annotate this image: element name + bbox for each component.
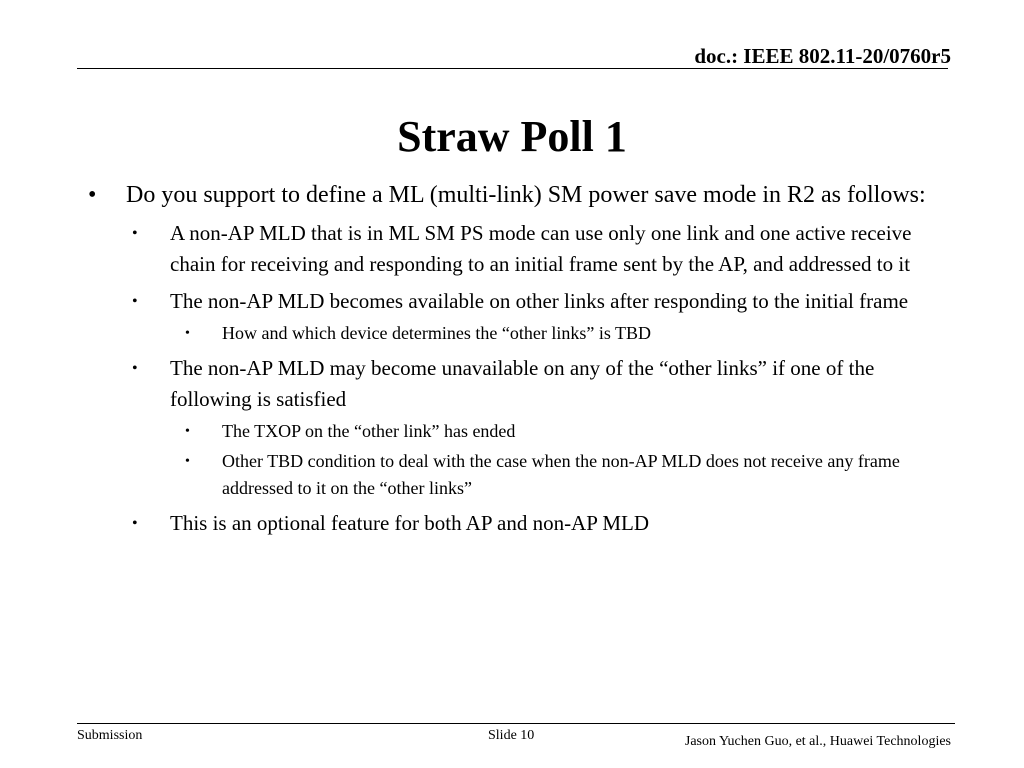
- bullet-level-2: [88, 218, 948, 280]
- bullet-dot-icon: •: [185, 454, 190, 469]
- bullet-dot-icon: •: [132, 515, 138, 532]
- bullet-text: Do you support to define a ML (multi-link) SM power save mode in R2 as follows:: [126, 182, 926, 208]
- bullet-level-3: [88, 320, 948, 347]
- bullet-text: Other TBD condition to deal with the case when the non-AP MLD does not receive any frame addressed to it on the “other links”: [222, 451, 900, 498]
- bullet-text: The non-AP MLD may become unavailable on any of the “other links” if one of the following is satisfied: [170, 356, 875, 411]
- bullet-dot-icon: •: [185, 326, 190, 341]
- document-id: doc.: IEEE 802.11-20/0760r5: [694, 44, 951, 68]
- bullet-dot-icon: •: [132, 293, 138, 310]
- bullet-dot-icon: •: [132, 360, 138, 377]
- bullet-text: How and which device determines the “other links” is TBD: [222, 323, 652, 343]
- slide-title: Straw Poll 1: [397, 112, 627, 161]
- footer-divider: [77, 723, 955, 724]
- footer-authors: Jason Yuchen Guo, et al., Huawei Technologies: [684, 734, 951, 749]
- bullet-dot-icon: •: [132, 225, 138, 242]
- bullet-level-1: [88, 178, 948, 212]
- bullet-dot-icon: •: [185, 424, 190, 439]
- header-divider: [77, 68, 948, 69]
- bullet-level-2: [88, 508, 948, 539]
- bullet-text: The non-AP MLD becomes available on other links after responding to the initial frame: [170, 289, 909, 313]
- footer-slide-number: Slide 10: [488, 728, 535, 743]
- bullet-text: A non-AP MLD that is in ML SM PS mode can use only one link and one active receive chain for receiving and responding to an initial frame sent by the AP, and addressed to it: [170, 221, 912, 276]
- bullet-level-3: [88, 448, 948, 502]
- bullet-level-2: [88, 353, 948, 415]
- bullet-level-3: [88, 418, 948, 445]
- slide-body: [88, 178, 948, 539]
- bullet-dot-icon: •: [88, 182, 97, 208]
- footer-submission: Submission: [77, 728, 143, 743]
- bullet-text: The TXOP on the “other link” has ended: [222, 421, 516, 441]
- bullet-level-2: [88, 286, 948, 317]
- bullet-text: This is an optional feature for both AP and non-AP MLD: [170, 511, 650, 535]
